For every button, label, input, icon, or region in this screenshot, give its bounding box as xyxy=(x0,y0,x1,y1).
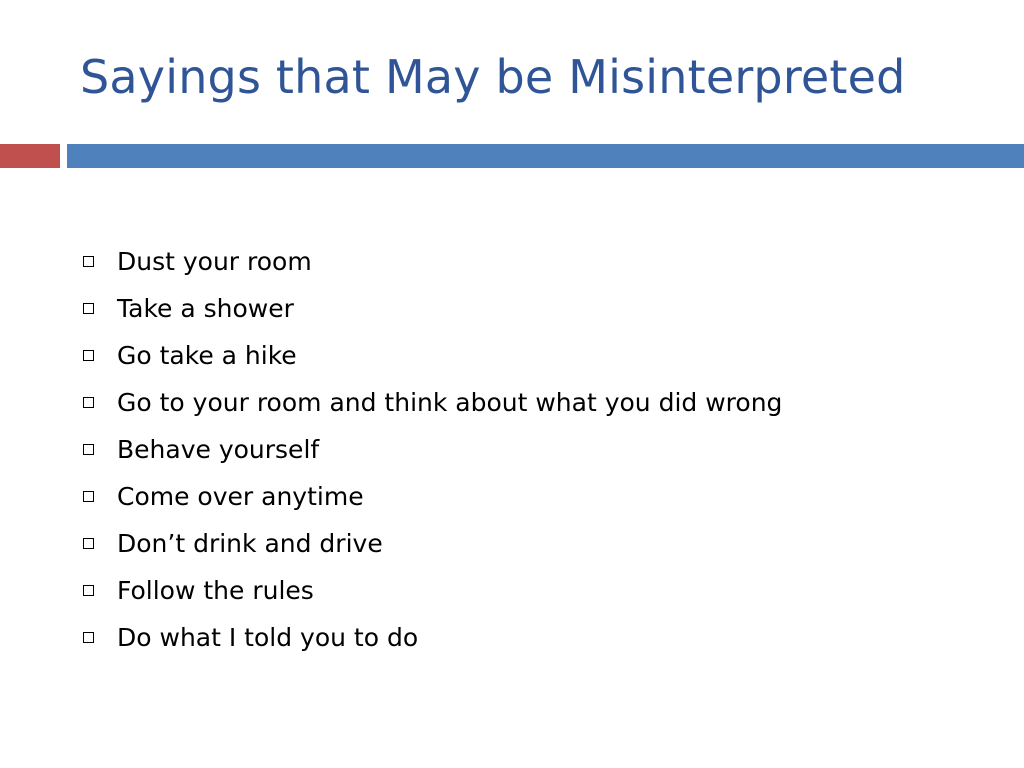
list-item xyxy=(80,473,782,520)
list-item-text: Take a shower xyxy=(117,294,294,323)
list-item xyxy=(80,238,782,285)
square-bullet-icon xyxy=(83,256,94,267)
square-bullet-icon xyxy=(83,538,94,549)
list-item xyxy=(80,379,782,426)
list-item-text: Go take a hike xyxy=(117,341,297,370)
list-item xyxy=(80,332,782,379)
list-item-text: Come over anytime xyxy=(117,482,364,511)
list-item-text: Do what I told you to do xyxy=(117,623,419,652)
accent-bar-red xyxy=(0,144,60,168)
list-item-text: Don’t drink and drive xyxy=(117,529,383,558)
square-bullet-icon xyxy=(83,350,94,361)
list-item xyxy=(80,520,782,567)
slide-title: Sayings that May be Misinterpreted xyxy=(80,50,906,104)
list-item-text: Behave yourself xyxy=(117,435,320,464)
accent-bar-blue xyxy=(67,144,1024,168)
square-bullet-icon xyxy=(83,632,94,643)
list-item xyxy=(80,285,782,332)
list-item xyxy=(80,426,782,473)
square-bullet-icon xyxy=(83,397,94,408)
bullet-list xyxy=(80,238,782,661)
list-item-text: Dust your room xyxy=(117,247,312,276)
square-bullet-icon xyxy=(83,585,94,596)
square-bullet-icon xyxy=(83,491,94,502)
square-bullet-icon xyxy=(83,444,94,455)
square-bullet-icon xyxy=(83,303,94,314)
list-item-text: Follow the rules xyxy=(117,576,314,605)
list-item xyxy=(80,614,782,661)
list-item-text: Go to your room and think about what you did wrong xyxy=(117,388,783,417)
list-item xyxy=(80,567,782,614)
